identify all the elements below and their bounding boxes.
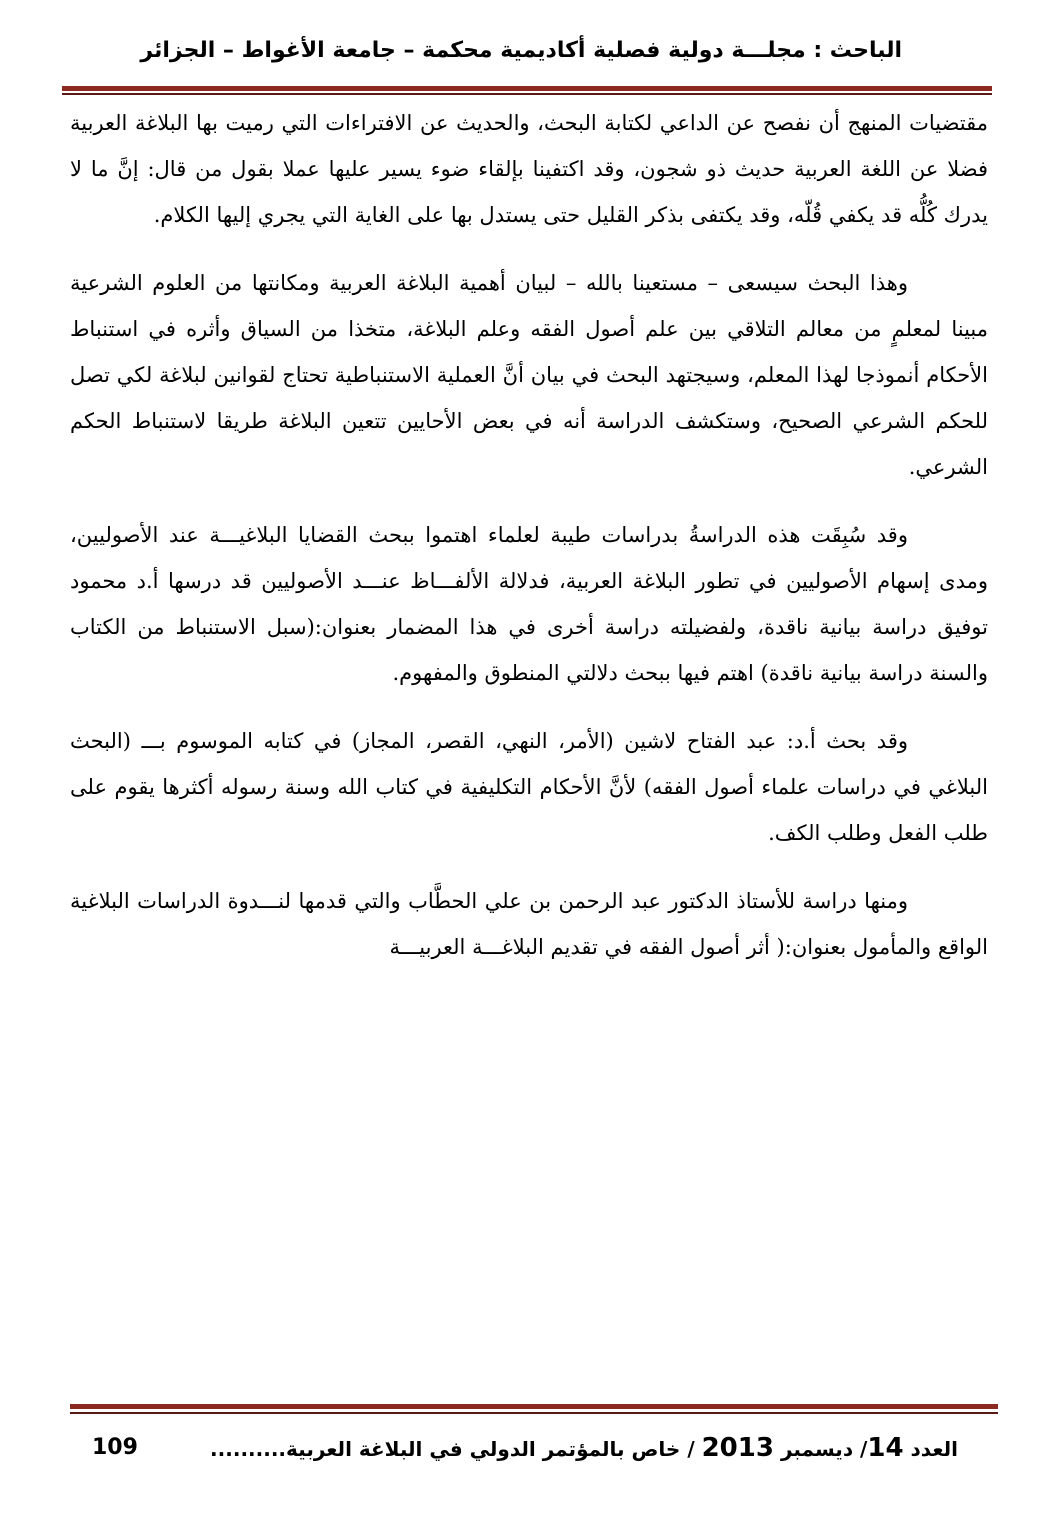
article-body bbox=[70, 100, 988, 992]
journal-header-title: الباحث : مجلـــة دولية فصلية أكاديمية محكمة – جامعة الأغواط – الجزائر bbox=[140, 38, 902, 63]
header-rule-thin bbox=[62, 93, 992, 95]
footer-rule-thick bbox=[70, 1404, 998, 1409]
page-number: 109 bbox=[92, 1435, 138, 1460]
footer-rule-thin bbox=[70, 1412, 998, 1414]
header-rule-thick bbox=[62, 86, 992, 91]
page-header bbox=[62, 30, 992, 92]
footer-issue-info bbox=[88, 1430, 958, 1467]
issue-year: 2013 bbox=[701, 1433, 774, 1463]
issue-number: 14 bbox=[867, 1433, 904, 1463]
issue-label: العدد bbox=[910, 1437, 958, 1461]
special-issue-note: خاص بالمؤتمر الدولي في البلاغة العربية.......... bbox=[210, 1437, 681, 1461]
paragraph-2: وهذا البحث سيسعى – مستعينا بالله – لبيان أهمية البلاغة العربية ومكانتها من العلوم الشرعية مبينا لمعلمٍ من معالم التلاقي بين علم أصول الفقه وعلم البلاغة، متخذا من السياق وأثره في استنباط الأحكام أنموذجا لهذا المعلم، وسيجتهد البحث في بيان أنَّ العملية الاستنباطية تحتاج لقوانين لبلاغة لكي تصل للحكم الشرعي الصحيح، وستكشف الدراسة أنه في بعض الأحايين تتعين البلاغة طريقا لاستنباط الحكم الشرعي. bbox=[70, 271, 988, 479]
issue-month: ديسمبر bbox=[780, 1437, 854, 1461]
paragraph-1: مقتضيات المنهج أن نفصح عن الداعي لكتابة البحث، والحديث عن الافتراءات التي رميت بها البلاغة العربية فضلا عن اللغة العربية حديث ذو شجون، وقد اكتفينا بإلقاء ضوء يسير عليها عملا بقول من قال: إنَّ ما لا يدرك كُلُّه قد يكفي قُلّه، وقد يكتفى بذكر القليل حتى يستدل بها على الغاية التي يجري إليها الكلام. bbox=[70, 111, 988, 227]
page-footer bbox=[70, 1404, 998, 1484]
paragraph-3: وقد سُبِقَت هذه الدراسةُ بدراسات طيبة لعلماء اهتموا ببحث القضايا البلاغيـــة عند الأصوليين، ومدى إسهام الأصوليين في تطور البلاغة العربية، فدلالة الألفـــاظ عنـــد الأصوليين قد درسها أ.د محمود توفيق دراسة بيانية ناقدة، ولفضيلته دراسة أخرى في هذا المضمار بعنوان:(سبل الاستنباط من الكتاب والسنة دراسة بيانية ناقدة) اهتم فيها ببحث دلالتي المنطوق والمفهوم. bbox=[70, 523, 988, 685]
paragraph-4: وقد بحث أ.د: عبد الفتاح لاشين (الأمر، النهي، القصر، المجاز) في كتابه الموسوم بـــ (البحث البلاغي في دراسات علماء أصول الفقه) لأنَّ الأحكام التكليفية في كتاب الله وسنة رسوله أكثرها يقوم على طلب الفعل وطلب الكف. bbox=[70, 729, 988, 845]
issue-separator: / bbox=[860, 1437, 868, 1461]
paragraph-5: ومنها دراسة للأستاذ الدكتور عبد الرحمن بن علي الحطَّاب والتي قدمها لنـــدوة الدراسات البلاغية الواقع والمأمول بعنوان:( أثر أصول الفقه في تقديم البلاغـــة العربيـــة bbox=[70, 889, 988, 959]
issue-separator-2: / bbox=[687, 1437, 695, 1461]
